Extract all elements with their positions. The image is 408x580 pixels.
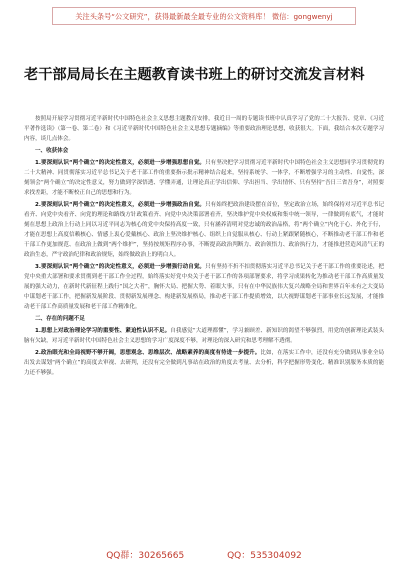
promo-banner: 关注头条号“公文研究”，获得最新最全最专业的公文资料库！ 微信：gongwenyj (52, 7, 356, 25)
paragraph-thought-awareness (24, 158, 384, 198)
footer-qq-group: QQ群：30265665 (106, 551, 185, 561)
paragraph-body: 只有坚持不折不扣贯彻落实习近平总书记关于老干部工作的重要论述，把党中央重大部署和要求贯彻到老干部工作全过程，始终落实好党中央关于老干部工作的各项部署要求，将学习成果转化为推动老干部工作高质量发展的强大动力，在新时代新征程上践行“国之大者”，胸怀大局、把握大势、着眼大事，只有在中华民族伟大复兴战略全局和世界百年未有之大变局中谋划老干部工作，把握新发展阶段、贯彻新发展理念、构建新发展格局，推动老干部工作提质增效，以大视野谋划老干部事业长远发展，才能推动老干部工作高质量发展和老干部工作精准化。 (24, 264, 384, 310)
paragraph-body: 只有坚决把学习贯彻习近平新时代中国特色社会主义思想同学习贯彻党的二十大精神、同贯彻落实习近平总书记关于老干部工作的重要指示批示精神结合起来，坚持系统学、一体学，不断增强学习的主动性、自觉性，深刻领会“两个确立”的决定性意义，努力做到学深悟透、学懂弄通，让理论真正学出信仰、学出担当、学出情怀、只有坚持“吾日三省吾身”，对照要求找差距，才能不断校正自己的思想和行为。 (24, 160, 384, 196)
document-body (24, 114, 384, 380)
section-heading-problems: 二、存在的问题不足 (35, 316, 85, 322)
paragraph-lead: 3.要深刻认识“两个确立”的决定性意义，必须进一步增强行动自觉。 (35, 264, 206, 270)
paragraph-action-awareness (24, 262, 384, 312)
section-heading-gains: 一、收获体会 (35, 148, 69, 154)
paragraph-lead: 1.思想上对政治理论学习的重要性、紧迫性认识不足。 (35, 328, 171, 334)
paragraph-body: 只有始终把政治建设摆在首位，坚定政治立场，始终保持对习近平总书记看齐、向党中央看齐、向党的理论和路线方针政策看齐、向党中央决策部署看齐，坚决维护党中央权威和集中统一领导，一律做到有底气，才能时刻在思想上政治上行动上同以习近平同志为核心的党中央保持高度一致，只有涵养清明对党忠诚的政治品格，将“两个确立”内化于心、外化于行，才能在思想上高度信赖核心、情感上衷心爱戴核心、政治上坚决维护核心、组织上自觉服从核心、行动上紧跟紧随核心，不断推动老干部工作和老干部工作更加规范、在政治上做到“两个维护”，坚持按规矩程序办事，不断提高政治判断力、政治领悟力、政治执行力，才能推进营造风清气正的政治生态，严守政治纪律和政治规矩，始终做政治上的明白人。 (24, 202, 384, 258)
paragraph-political-awareness (24, 200, 384, 260)
paragraph-problem-vision (24, 348, 384, 378)
footer-contacts (0, 550, 408, 562)
paragraph-lead: 1.要深刻认识“两个确立”的决定性意义，必须进一步增强思想自觉。 (35, 160, 206, 166)
intro-paragraph: 按照局开展学习贯彻习近平新时代中国特色社会主义思想主题教育安排，我近日一周的专题读书班中认真学习了党的二十大报告、党章、《习近平著作选读》（第一卷、第二卷）和《习近平新时代中国特色社会主义思想专题摘编》等重要政治理论思想，收获很大。下面，我结合本次专题学习内容，谈几点体会。 (24, 116, 384, 142)
paragraph-lead: 2.政治眼光和全局视野不够开阔，思想观念、思维层次、战略素养的高度有待进一步提升。 (35, 350, 261, 356)
paragraph-body: 比如，在落实工作中，还没有充分做到从事业全局出发去谋划“两个确立”的高度去审视、去研判，还没有完全做到凡事站在政治的角度去考量、去分析，科学把握形势变化、精准识别服务本质的能力还不够强。 (24, 350, 384, 376)
paragraph-lead: 2.要深刻认识“两个确立”的决定性意义，必须进一步增强政治自觉。 (35, 202, 206, 208)
document-title: 老干部局局长在主题教育读书班上的研讨交流发言材料 (24, 67, 365, 83)
paragraph-problem-theory (24, 326, 384, 346)
footer-qq: QQ：535304092 (227, 551, 302, 561)
paragraph-body: 自我感觉“大道理都懂”，学习兼顾差、新知识的渴望不够强烈，用党的创新理论武装头脑有欠缺，对习近平新时代中国特色社会主义思想的学习广度深度不够，对理论的深入研究和思考理解不透彻。 (24, 328, 384, 344)
